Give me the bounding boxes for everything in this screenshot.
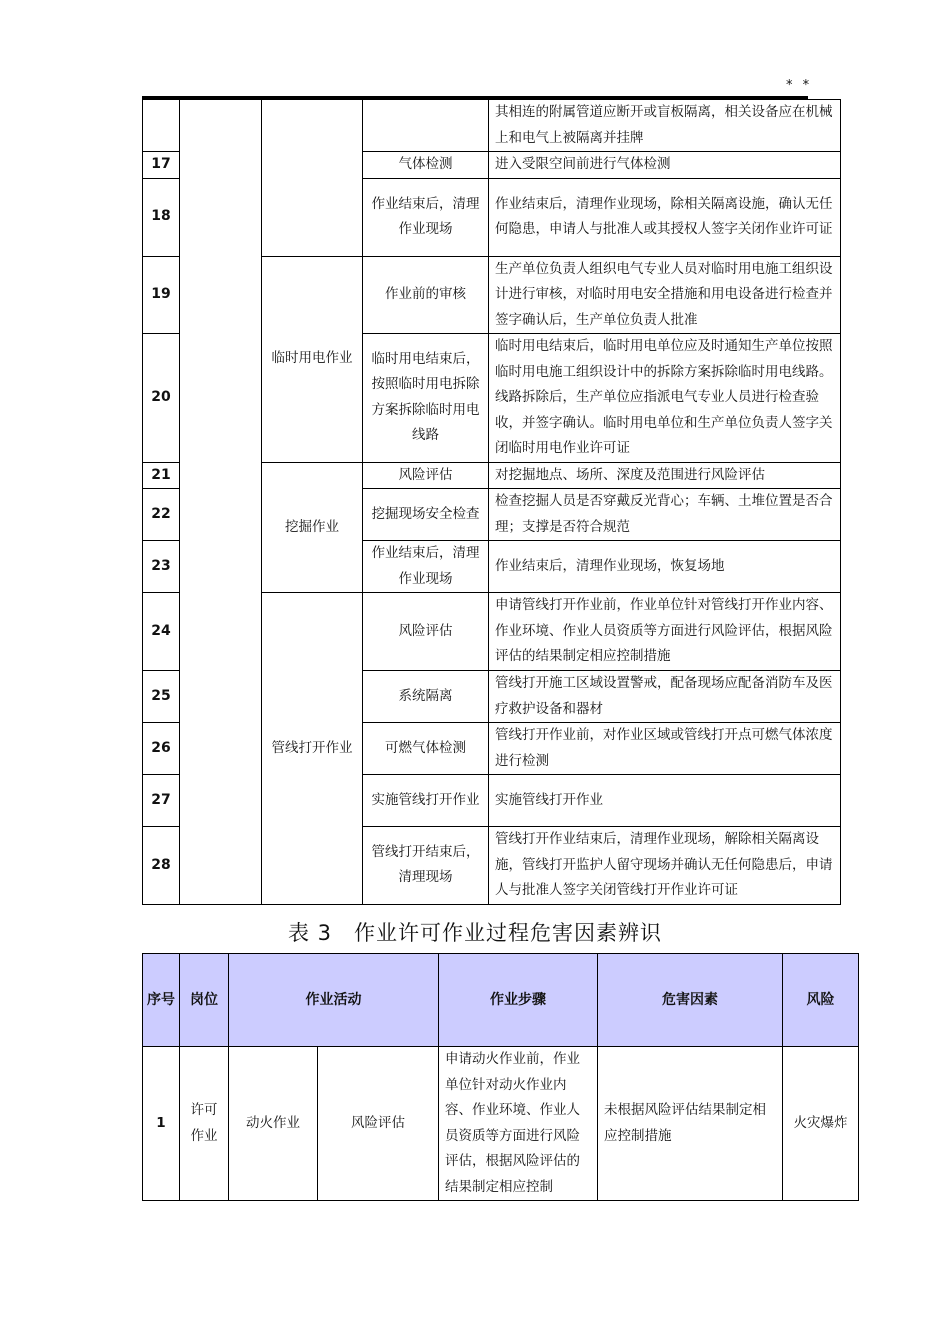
row-number: 25 (143, 671, 180, 723)
row-number: 27 (143, 775, 180, 827)
step-cell: 风险评估 (363, 462, 489, 489)
desc-cell: 申请管线打开作业前，作业单位针对管线打开作业内容、作业环境、作业人员资质等方面进行风险评估，根据风险评估的结果制定相应控制措施 (489, 593, 841, 671)
row-number: 20 (143, 334, 180, 463)
step-cell: 作业结束后，清理作业现场 (363, 178, 489, 256)
activity-cell: 动火作业 (229, 1047, 318, 1201)
desc-cell: 对挖掘地点、场所、深度及范围进行风险评估 (489, 462, 841, 489)
risk-cell: 火灾爆炸 (783, 1047, 859, 1201)
row-number: 22 (143, 489, 180, 541)
header-steps: 作业步骤 (439, 954, 598, 1047)
hazard-identification-table (142, 953, 859, 1201)
desc-cell: 作业结束后，清理作业现场，恢复场地 (489, 541, 841, 593)
desc-cell: 管线打开施工区域设置警戒，配备现场应配备消防车及医疗救护设备和器材 (489, 671, 841, 723)
desc-cell: 实施管线打开作业 (489, 775, 841, 827)
activity-cell: 临时用电作业 (262, 256, 363, 462)
row-number (143, 100, 180, 152)
step-cell: 临时用电结束后，按照临时用电拆除方案拆除临时用电线路 (363, 334, 489, 463)
desc-cell: 管线打开作业结束后，清理作业现场，解除相关隔离设施，管线打开监护人留守现场并确认无任何隐患后，申请人与批准人签字关闭管线打开作业许可证 (489, 827, 841, 905)
desc-cell: 管线打开作业前，对作业区域或管线打开点可燃气体浓度进行检测 (489, 723, 841, 775)
step-cell: 实施管线打开作业 (363, 775, 489, 827)
table-row (143, 1047, 859, 1201)
header-risk: 风险 (783, 954, 859, 1047)
row-number: 1 (143, 1047, 180, 1201)
step-cell: 作业结束后，清理作业现场 (363, 541, 489, 593)
steps-cell: 申请动火作业前，作业单位针对动火作业内容、作业环境、作业人员资质等方面进行风险评估，根据风险评估的结果制定相应控制 (439, 1047, 598, 1201)
step-cell: 风险评估 (363, 593, 489, 671)
header-num: 序号 (143, 954, 180, 1047)
desc-cell: 其相连的附属管道应断开或盲板隔离，相关设备应在机械上和电气上被隔离并挂牌 (489, 100, 841, 152)
desc-cell: 作业结束后，清理作业现场，除相关隔离设施，确认无任何隐患，申请人与批准人或其授权人签字关闭作业许可证 (489, 178, 841, 256)
desc-cell: 临时用电结束后，临时用电单位应及时通知生产单位按照临时用电施工组织设计中的拆除方案拆除临时用电线路。线路拆除后，生产单位应指派电气专业人员进行检查验收，并签字确认。临时用电单位和生产单位负责人签字关闭临时用电作业许可证 (489, 334, 841, 463)
header-mark: * * (786, 78, 813, 93)
row-number: 28 (143, 827, 180, 905)
row-number: 24 (143, 593, 180, 671)
desc-cell: 进入受限空间前进行气体检测 (489, 152, 841, 179)
table-caption: 表 3 作业许可作业过程危害因素辨识 (287, 921, 663, 945)
step-cell: 管线打开结束后，清理现场 (363, 827, 489, 905)
step-cell: 气体检测 (363, 152, 489, 179)
step-cell: 系统隔离 (363, 671, 489, 723)
header-activity: 作业活动 (229, 954, 439, 1047)
header-hazard: 危害因素 (598, 954, 783, 1047)
header-row (143, 954, 859, 1047)
desc-cell: 生产单位负责人组织电气专业人员对临时用电施工组织设计进行审核，对临时用电安全措施和用电设备进行检查并签字确认后，生产单位负责人批准 (489, 256, 841, 334)
row-number: 18 (143, 178, 180, 256)
table-row (143, 100, 841, 152)
activity-cell (262, 100, 363, 257)
step-cell: 作业前的审核 (363, 256, 489, 334)
row-number: 19 (143, 256, 180, 334)
row-number: 23 (143, 541, 180, 593)
activity-cell: 管线打开作业 (262, 593, 363, 905)
step-cell: 可燃气体检测 (363, 723, 489, 775)
row-number: 26 (143, 723, 180, 775)
desc-cell: 检查挖掘人员是否穿戴反光背心；车辆、土堆位置是否合理；支撑是否符合规范 (489, 489, 841, 541)
activity-cell: 挖掘作业 (262, 462, 363, 593)
row-number: 17 (143, 152, 180, 179)
post-cell: 许可作业 (180, 1047, 229, 1201)
permit-steps-table (142, 99, 841, 905)
step-cell: 挖掘现场安全检查 (363, 489, 489, 541)
post-cell (180, 100, 262, 905)
hazard-cell: 未根据风险评估结果制定相应控制措施 (598, 1047, 783, 1201)
header-post: 岗位 (180, 954, 229, 1047)
sub-activity-cell: 风险评估 (318, 1047, 439, 1201)
step-cell (363, 100, 489, 152)
row-number: 21 (143, 462, 180, 489)
